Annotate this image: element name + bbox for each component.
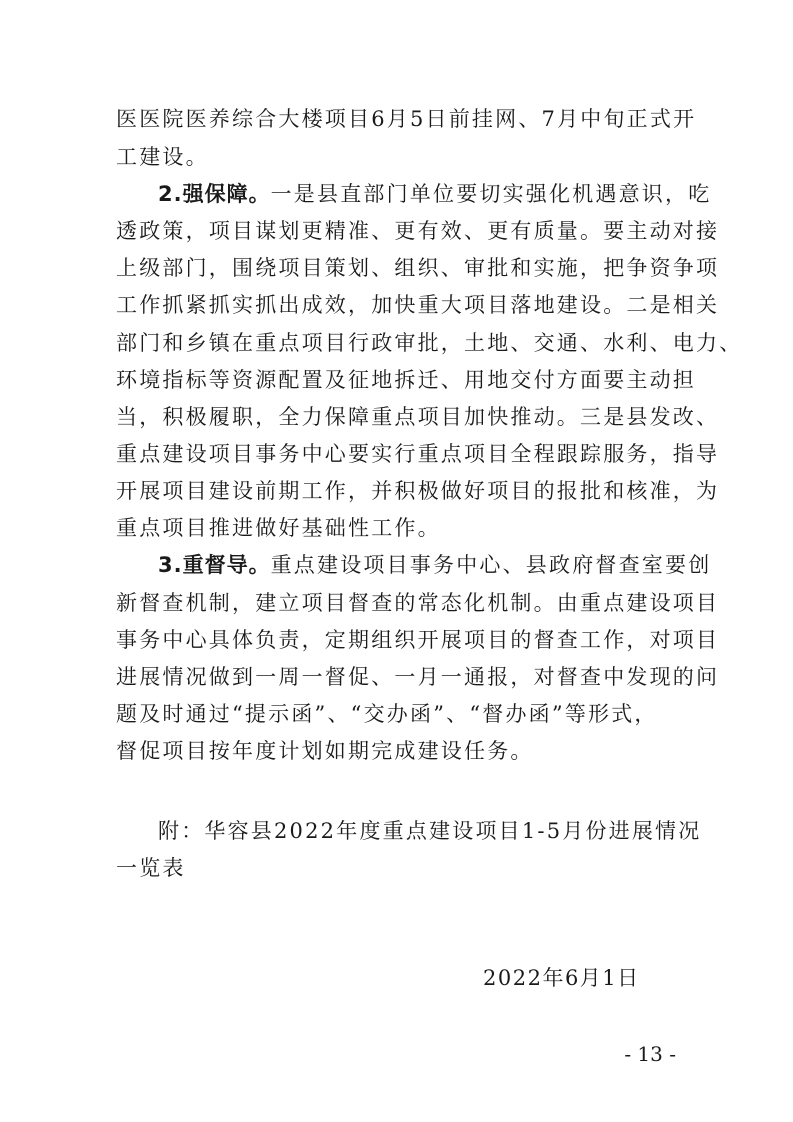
paragraph-line: 重点建设项目事务中心要实行重点项目全程跟踪服务，指导 — [116, 442, 720, 466]
attachment-line: 附：华容县2022年度重点建设项目1-5月份进展情况 — [158, 819, 702, 843]
section2-heading: 2.强保障。 — [158, 182, 271, 206]
paragraph-line: 进展情况做到一周一督促、一月一通报，对督查中发现的问 — [116, 665, 720, 689]
paragraph-line: 工作抓紧抓实抓出成效，加快重大项目落地建设。二是相关 — [116, 293, 720, 317]
document-date: 2022年6月1日 — [483, 966, 640, 990]
paragraph-line: 开展项目建设前期工作，并积极做好项目的报批和核准，为 — [116, 479, 720, 503]
paragraph-line: 医医院医养综合大楼项目6月5日前挂网、7月中旬正式开 — [116, 107, 697, 131]
page-number: - 13 - — [624, 1042, 676, 1066]
paragraph-line: 上级部门，围绕项目策划、组织、审批和实施，把争资争项 — [116, 256, 720, 280]
paragraph-line: 重点项目推进做好基础性工作。 — [116, 516, 441, 540]
paragraph-line: 环境指标等资源配置及征地拆迁、用地交付方面要主动担 — [116, 368, 696, 392]
section2-text: 一是县直部门单位要切实强化机遇意识，吃 — [270, 182, 712, 206]
paragraph-line: 部门和乡镇在重点项目行政审批，土地、交通、水利、电力、 — [116, 331, 743, 355]
section3-text: 重点建设项目事务中心、县政府督查室要创 — [270, 553, 712, 577]
section3-heading: 3.重督导。 — [158, 553, 271, 577]
paragraph-line: 透政策，项目谋划更精准、更有效、更有质量。要主动对接 — [116, 219, 720, 243]
section2-first-line — [158, 176, 712, 212]
paragraph-line: 工建设。 — [116, 145, 209, 169]
paragraph-line: 当，积极履职，全力保障重点项目加快推动。三是县发改、 — [116, 405, 720, 429]
attachment-line: 一览表 — [116, 856, 186, 880]
paragraph-line: 事务中心具体负责，定期组织开展项目的督查工作，对项目 — [116, 628, 720, 652]
paragraph-line: 题及时通过“提示函”、“交办函”、“督办函”等形式， — [116, 702, 658, 726]
section3-first-line — [158, 547, 712, 583]
paragraph-line: 新督查机制，建立项目督查的常态化机制。由重点建设项目 — [116, 591, 720, 615]
paragraph-line: 督促项目按年度计划如期完成建设任务。 — [116, 739, 534, 763]
